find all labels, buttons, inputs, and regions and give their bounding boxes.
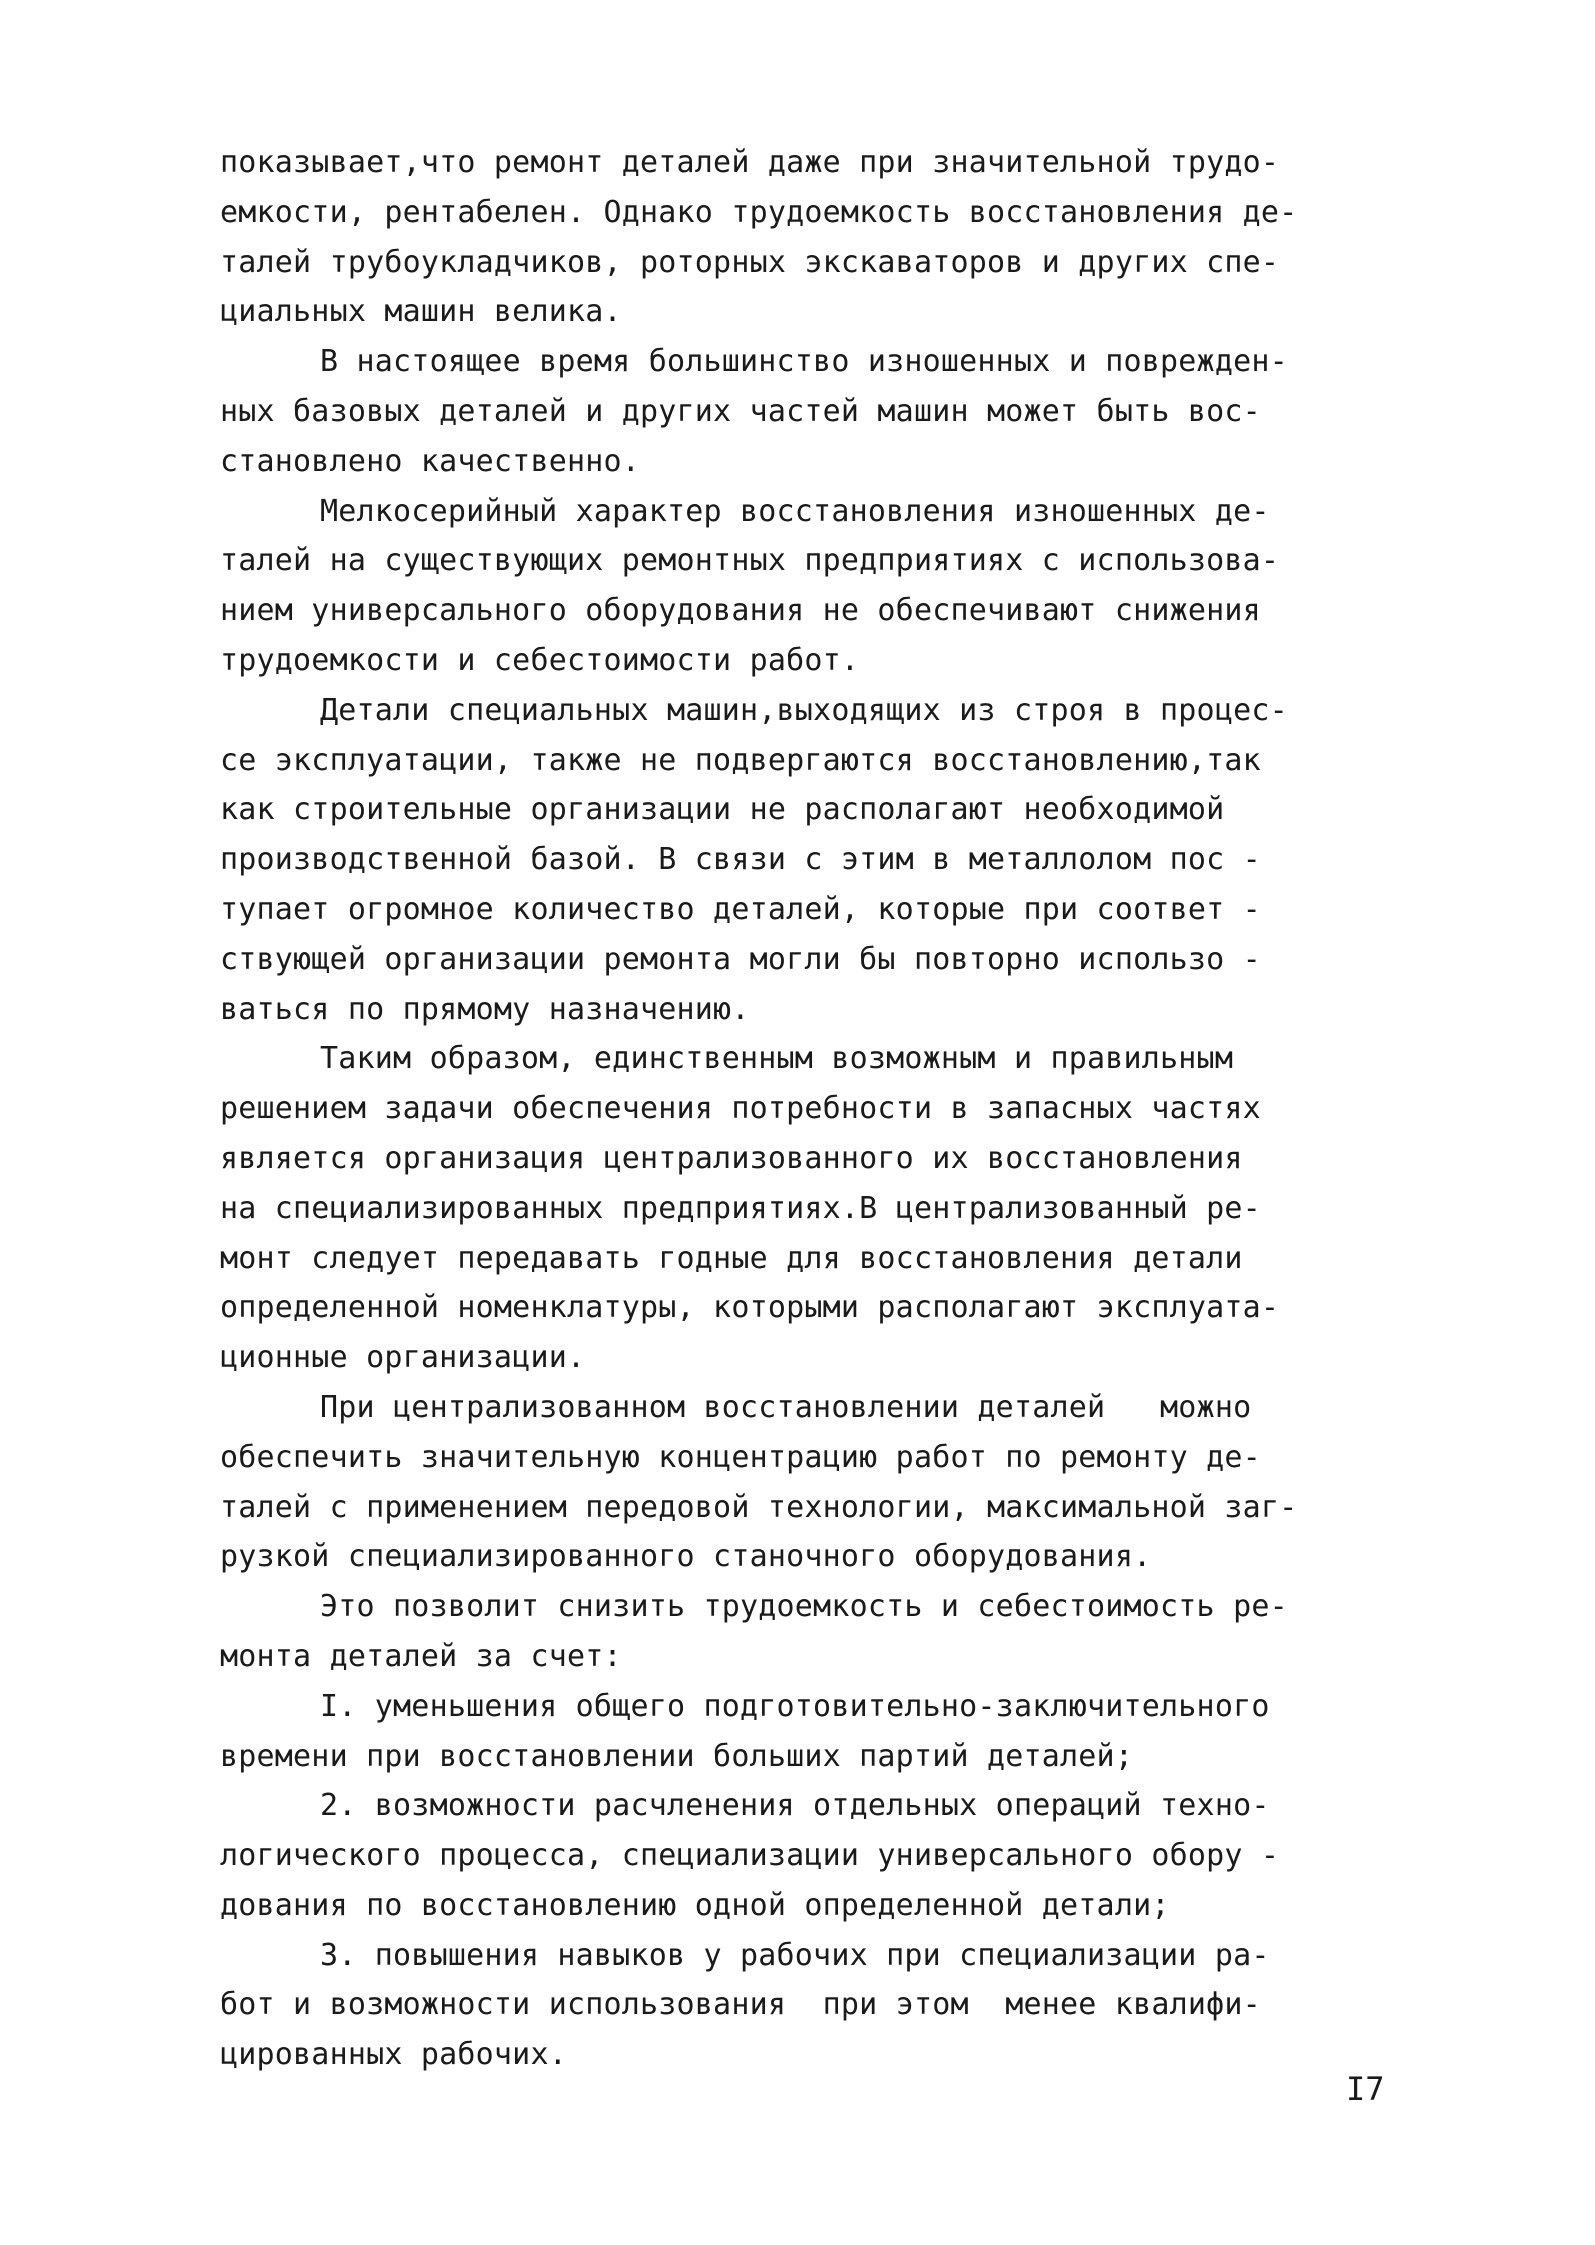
- text-line: рузкой специализированного станочного оборудования.: [220, 1539, 1152, 1575]
- text-line: бот и возможности использования при этом менее квалифи-: [220, 1987, 1261, 2023]
- text-line: определенной номенклатуры, которыми располагают эксплуата-: [220, 1290, 1280, 1326]
- text-line: се эксплуатации, также не подвергаются восстановлению,так: [220, 742, 1261, 778]
- text-line: производственной базой. В связи с этим в металлолом пос -: [220, 842, 1261, 878]
- text-line: Мелкосерийный характер восстановления изношенных де-: [320, 493, 1270, 529]
- page-number: I7: [1346, 2070, 1385, 2108]
- text-line: I. уменьшения общего подготовительно-заключительного: [320, 1688, 1270, 1724]
- text-line: 2. возможности расчленения отдельных операций техно-: [320, 1788, 1270, 1824]
- text-line: обеспечить значительную концентрацию работ по ремонту де-: [220, 1439, 1261, 1475]
- list-item-1: [220, 1682, 1420, 1782]
- text-line: ных базовых деталей и других частей машин может быть вос-: [220, 393, 1261, 429]
- text-line: становлено качественно.: [220, 443, 641, 479]
- list-item-2: [220, 1781, 1420, 1930]
- text-line: Детали специальных машин,выходящих из строя в процес-: [320, 692, 1288, 728]
- text-line: логического процесса, специализации универсального обору -: [220, 1838, 1280, 1874]
- text-line: показывает,что ремонт деталей даже при значительной трудо-: [220, 145, 1280, 180]
- text-line: ваться по прямому назначению.: [220, 991, 750, 1027]
- text-line: дования по восстановлению одной определенной детали;: [220, 1887, 1170, 1923]
- text-line: циальных машин велика.: [220, 294, 622, 330]
- text-line: на специализированных предприятиях.В централизованный ре-: [220, 1190, 1261, 1226]
- text-line: ствующей организации ремонта могли бы повторно использо -: [220, 941, 1261, 977]
- text-line: монт следует передавать годные для восстановления детали: [220, 1240, 1243, 1276]
- text-line: времени при восстановлении больших партий деталей;: [220, 1738, 1134, 1774]
- text-line: как строительные организации не располагают необходимой: [220, 792, 1225, 828]
- text-line: является организация централизованного их восстановления: [220, 1140, 1243, 1176]
- text-line: В настоящее время большинство изношенных и поврежден-: [320, 344, 1288, 380]
- paragraph-7: [220, 1582, 1420, 1682]
- text-line: Таким образом, единственным возможным и правильным: [320, 1041, 1234, 1077]
- text-line: цированных рабочих.: [220, 2037, 567, 2073]
- text-line: монта деталей за счет:: [220, 1638, 622, 1674]
- list-item-3: [220, 1931, 1420, 2080]
- paragraph-2: [220, 337, 1420, 486]
- text-line: емкости, рентабелен. Однако трудоемкость восстановления де-: [220, 194, 1298, 230]
- paragraph-5: [220, 1034, 1420, 1383]
- text-line: тупает огромное количество деталей, которые при соответ -: [220, 891, 1261, 927]
- text-line: трудоемкости и себестоимости работ.: [220, 642, 860, 678]
- text-line: талей на существующих ремонтных предприятиях с использова-: [220, 543, 1280, 579]
- paragraph-3: [220, 487, 1420, 686]
- text-line: решением задачи обеспечения потребности в запасных частях: [220, 1091, 1261, 1127]
- paragraph-4: [220, 686, 1420, 1035]
- text-line: талей с применением передовой технологии, максимальной заг-: [220, 1489, 1298, 1525]
- text-line: нием универсального оборудования не обеспечивают снижения: [220, 593, 1261, 629]
- paragraph-1: [220, 138, 1420, 337]
- body-text: [220, 138, 1420, 2080]
- text-line: При централизованном восстановлении деталей можно: [320, 1389, 1252, 1425]
- text-line: ционные организации.: [220, 1340, 586, 1376]
- text-line: 3. повышения навыков у рабочих при специализации ра-: [320, 1937, 1270, 1973]
- text-line: талей трубоукладчиков, роторных экскаваторов и других спе-: [220, 244, 1280, 280]
- text-line: Это позволит снизить трудоемкость и себестоимость ре-: [320, 1589, 1288, 1625]
- paragraph-6: [220, 1383, 1420, 1582]
